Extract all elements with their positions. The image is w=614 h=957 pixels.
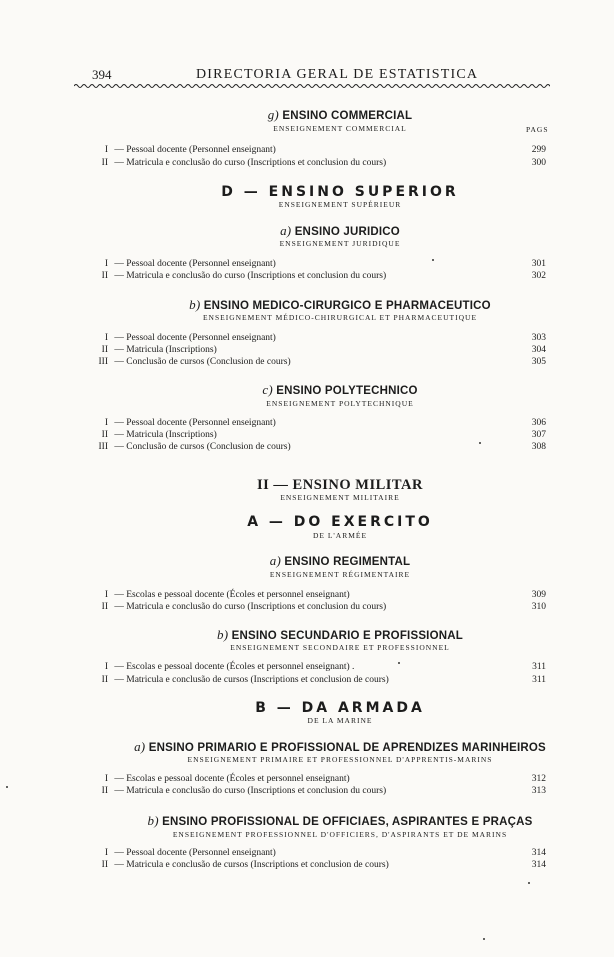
section-subtitle: ENSEIGNEMENT MÉDICO-CHIRURGICAL ET PHARMACEUTIQUE (202, 313, 478, 322)
entry-numeral: II (101, 271, 108, 281)
section-title: ENSINO PRIMARIO E PROFISSIONAL DE APRENDIZES MARINHEIROS (145, 742, 546, 754)
section-heading (60, 553, 614, 569)
division-heading: D — ENSINO SUPERIOR (221, 184, 459, 200)
print-speck (432, 259, 434, 261)
toc-entry (82, 860, 546, 870)
entry-text: Escolas e pessoal docente (Écoles et personnel enseignant) (126, 590, 350, 600)
section-subtitle: ENSEIGNEMENT MILITAIRE (280, 493, 400, 502)
entry-page: 301 (531, 259, 546, 269)
page-number: 394 (92, 67, 112, 82)
entry-dash: — (112, 442, 127, 452)
section-heading (60, 739, 614, 755)
entry-page: 305 (531, 357, 546, 367)
entry-numeral: III (98, 357, 108, 367)
toc-entry (82, 430, 546, 440)
section-title: ENSINO SECUNDARIO E PROFISSIONAL (228, 630, 463, 642)
entry-dash: — (112, 259, 127, 269)
section-letter: b) (217, 627, 229, 642)
entry-dash: — (112, 430, 127, 440)
toc-entry (82, 848, 546, 858)
entry-dash: — (112, 662, 127, 672)
entry-text: Conclusão de cursos (Conclusion de cours) (126, 357, 291, 367)
section-subtitle: ENSEIGNEMENT PROFESSIONNEL D'OFFICIERS, D'ASPIRANTS ET DE MARINS (172, 830, 508, 839)
entry-text: Matricula (Inscriptions) (126, 345, 217, 355)
section-heading (60, 107, 614, 123)
entry-page: 310 (531, 602, 546, 612)
section-title: ENSINO JURIDICO (291, 226, 400, 238)
entry-text: Escolas e pessoal docente (Écoles et personnel enseignant) (126, 774, 350, 784)
entry-dash: — (112, 590, 127, 600)
entry-numeral: II (101, 675, 108, 685)
entry-text: Matricula e conclusão do curso (Inscriptions et conclusion du cours) (126, 602, 387, 612)
toc-entry (82, 158, 546, 168)
toc-entry (82, 442, 546, 452)
entry-page: 314 (531, 860, 546, 870)
entry-page: 303 (531, 333, 546, 343)
entry-dash: — (112, 271, 127, 281)
division-heading: A — DO EXERCITO (247, 514, 433, 530)
section-title: ENSINO MEDICO-CIRURGICO E PHARMACEUTICO (200, 300, 491, 312)
section-heading (60, 223, 614, 239)
entry-dash: — (112, 145, 127, 155)
section-letter: b) (189, 297, 201, 312)
entry-numeral: II (101, 786, 108, 796)
entry-dash: — (112, 158, 127, 168)
entry-text: Matricula (Inscriptions) (126, 430, 217, 440)
section-subtitle: ENSEIGNEMENT COMMERCIAL (273, 124, 407, 133)
entry-text: Matricula e conclusão do curso (Inscriptions et conclusion du cours) (126, 271, 387, 281)
section-subtitle: DE L'ARMÉE (312, 531, 368, 540)
entry-page: 311 (532, 675, 546, 685)
section-letter: a) (134, 739, 146, 754)
section-heading (60, 627, 614, 643)
entry-page: 302 (531, 271, 546, 281)
section-subtitle: DE LA MARINE (307, 716, 373, 725)
entry-numeral: I (104, 145, 108, 155)
toc-entry (82, 602, 546, 612)
entry-numeral: I (104, 774, 108, 784)
entry-numeral: III (98, 442, 108, 452)
entry-numeral: I (104, 848, 108, 858)
print-speck (479, 442, 481, 444)
entry-page: 314 (531, 848, 546, 858)
entry-dash: — (112, 357, 127, 367)
toc-entry (82, 259, 546, 269)
section-subtitle: ENSEIGNEMENT JURIDIQUE (279, 239, 401, 248)
entry-numeral: I (104, 662, 108, 672)
entry-dash: — (112, 345, 127, 355)
print-speck (528, 882, 530, 884)
entry-numeral: II (101, 602, 108, 612)
entry-text: Matricula e conclusão do curso (Inscriptions et conclusion du cours) (126, 786, 387, 796)
section-letter: c) (262, 382, 273, 397)
entry-dash: — (112, 860, 127, 870)
wavy-rule (74, 82, 550, 90)
toc-entry (82, 786, 546, 796)
entry-dash: — (112, 602, 127, 612)
section-letter: a) (269, 553, 281, 568)
print-speck (483, 938, 485, 940)
entry-dash: — (112, 774, 127, 784)
running-head: DIRECTORIA GERAL DE ESTATISTICA (196, 67, 479, 82)
entry-text: Escolas e pessoal docente (Écoles et personnel enseignant) . (126, 662, 355, 672)
section-title: ENSINO PROFISSIONAL DE OFFICIAES, ASPIRANTES E PRAÇAS (158, 816, 533, 828)
section-title: ENSINO REGIMENTAL (280, 556, 411, 568)
entry-text: Pessoal docente (Personnel enseignant) (126, 333, 276, 343)
entry-page: 306 (531, 418, 546, 428)
toc-entry (82, 590, 546, 600)
entry-numeral: II (101, 430, 108, 440)
section-letter: g) (267, 107, 279, 122)
division-heading: B — DA ARMADA (255, 700, 425, 716)
entry-text: Matricula e conclusão de cursos (Inscriptions et conclusion de cours) (126, 860, 389, 870)
entry-numeral: I (104, 418, 108, 428)
section-letter: b) (147, 813, 159, 828)
entry-page: 307 (531, 430, 546, 440)
entry-page: 311 (532, 662, 546, 672)
entry-text: Matricula e conclusão do curso (Inscriptions et conclusion du cours) (126, 158, 387, 168)
section-letter: a) (280, 223, 292, 238)
entry-text: Pessoal docente (Personnel enseignant) (126, 145, 276, 155)
section-title: ENSINO POLYTECHNICO (272, 385, 418, 397)
toc-entry (82, 357, 546, 367)
entry-page: 299 (531, 145, 546, 155)
section-heading (60, 813, 614, 829)
entry-numeral: I (104, 333, 108, 343)
entry-text: Matricula e conclusão de cursos (Inscriptions et conclusion de cours) (126, 675, 389, 685)
entry-dash: — (112, 675, 127, 685)
entry-page: 304 (531, 345, 546, 355)
toc-entry (82, 345, 546, 355)
section-heading (60, 382, 614, 398)
entry-text: Pessoal docente (Personnel enseignant) (126, 259, 276, 269)
entry-page: 309 (531, 590, 546, 600)
entry-text: Pessoal docente (Personnel enseignant) (126, 418, 276, 428)
pages-column-label: PAGS (526, 125, 549, 134)
toc-entry (82, 271, 546, 281)
toc-entry (82, 662, 546, 672)
section-subtitle: ENSEIGNEMENT POLYTECHNIQUE (266, 399, 414, 408)
section-title: ENSINO COMMERCIAL (278, 110, 413, 122)
entry-page: 313 (531, 786, 546, 796)
entry-text: Conclusão de cursos (Conclusion de cours) (126, 442, 291, 452)
entry-dash: — (112, 786, 127, 796)
section-subtitle: ENSEIGNEMENT SECONDAIRE ET PROFESSIONNEL (230, 643, 450, 652)
section-heading (60, 297, 614, 313)
toc-entry (82, 774, 546, 784)
toc-entry (82, 675, 546, 685)
toc-entry (82, 145, 546, 155)
entry-page: 308 (531, 442, 546, 452)
entry-numeral: II (101, 158, 108, 168)
entry-numeral: I (104, 259, 108, 269)
entry-dash: — (112, 333, 127, 343)
toc-entry (82, 333, 546, 343)
division-heading: II — ENSINO MILITAR (257, 477, 423, 493)
entry-page: 300 (531, 158, 546, 168)
entry-numeral: II (101, 345, 108, 355)
print-speck (398, 662, 400, 664)
entry-numeral: II (101, 860, 108, 870)
section-subtitle: ENSEIGNEMENT SUPÉRIEUR (278, 200, 402, 209)
section-subtitle: ENSEIGNEMENT RÉGIMENTAIRE (269, 570, 411, 579)
entry-page: 312 (531, 774, 546, 784)
entry-numeral: I (104, 590, 108, 600)
entry-text: Pessoal docente (Personnel enseignant) (126, 848, 276, 858)
section-subtitle: ENSEIGNEMENT PRIMAIRE ET PROFESSIONNEL D'APPRENTIS-MARINS (187, 755, 493, 764)
entry-dash: — (112, 418, 127, 428)
print-speck (6, 786, 8, 788)
entry-dash: — (112, 848, 127, 858)
toc-entry (82, 418, 546, 428)
